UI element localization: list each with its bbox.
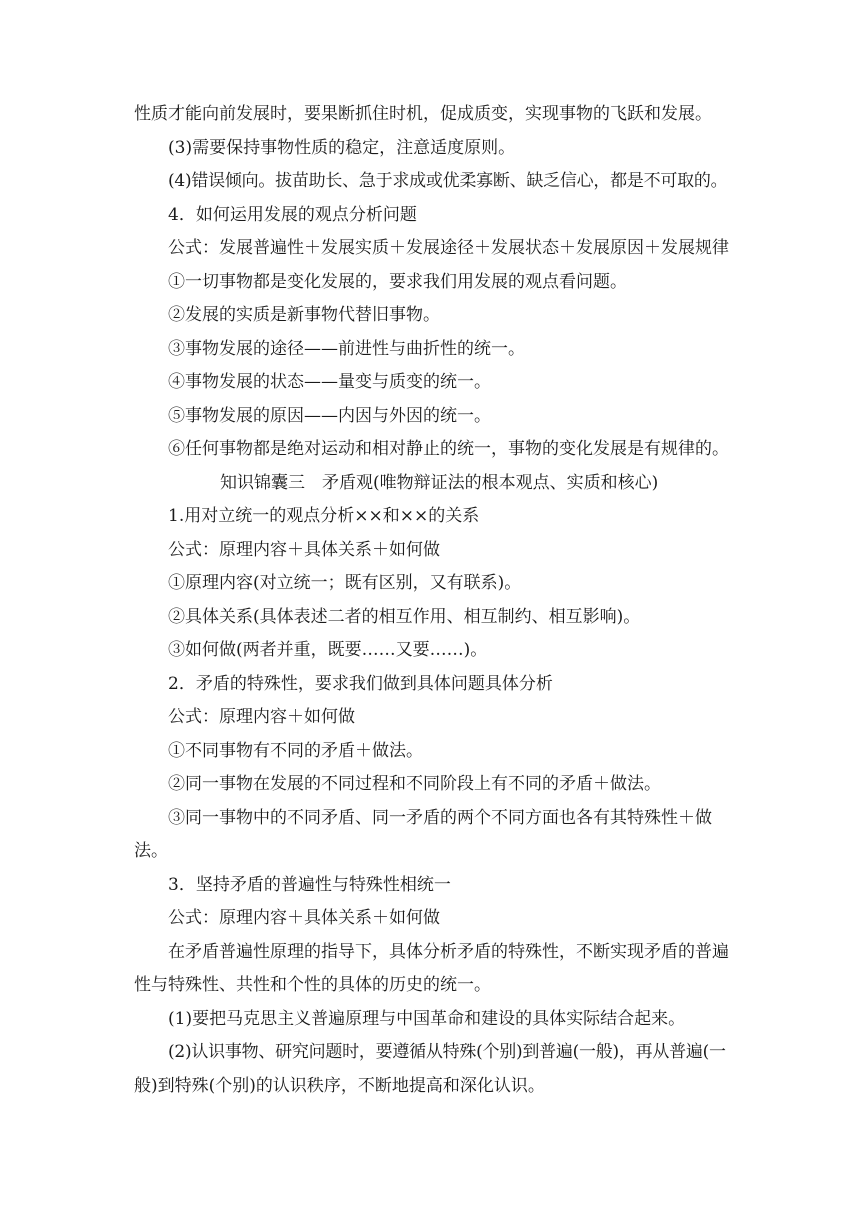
- section-heading: 4．如何运用发展的观点分析问题: [168, 204, 417, 225]
- section-heading: 3．坚持矛盾的普遍性与特殊性相统一: [168, 874, 451, 895]
- list-item: ⑥任何事物都是绝对运动和相对静止的统一，事物的变化发展是有规律的。: [168, 439, 729, 459]
- paragraph-line: (3)需要保持事物性质的稳定，注意适度原则。: [168, 137, 516, 158]
- formula-line: 公式：原理内容＋如何做: [168, 707, 355, 727]
- paragraph-line: (1)要把马克思主义普遍原理与中国革命和建设的具体实际结合起来。: [168, 1008, 686, 1029]
- section-heading: 2．矛盾的特殊性，要求我们做到具体问题具体分析: [168, 673, 553, 694]
- paragraph-line: 性质才能向前发展时，要果断抓住时机，促成质变，实现事物的飞跃和发展。: [134, 104, 712, 124]
- paragraph-line: 般)到特殊(个别)的认识秩序，不断地提高和深化认识。: [134, 1075, 545, 1096]
- section-heading: 1.用对立统一的观点分析××和××的关系: [168, 506, 480, 526]
- knowledge-title: 知识锦囊三 矛盾观(唯物辩证法的根本观点、实质和核心): [220, 472, 659, 493]
- list-item: ①原理内容(对立统一；既有区别，又有联系)。: [168, 573, 522, 593]
- formula-line: 公式：发展普遍性＋发展实质＋发展途径＋发展状态＋发展原因＋发展规律: [168, 238, 729, 258]
- list-item: ②同一事物在发展的不同过程和不同阶段上有不同的矛盾＋做法。: [168, 774, 661, 794]
- list-item: ⑤事物发展的原因——内因与外因的统一。: [168, 405, 491, 426]
- formula-line: 公式：原理内容＋具体关系＋如何做: [168, 908, 440, 928]
- list-item: ②具体关系(具体表述二者的相互作用、相互制约、相互影响)。: [168, 606, 641, 627]
- list-item: ④事物发展的状态——量变与质变的统一。: [168, 372, 491, 392]
- paragraph-line: 性与特殊性、共性和个性的具体的历史的统一。: [134, 975, 491, 995]
- document-body: [134, 98, 734, 1103]
- list-item: ①一切事物都是变化发展的，要求我们用发展的观点看问题。: [168, 271, 627, 292]
- list-item: ②发展的实质是新事物代替旧事物。: [168, 305, 440, 325]
- list-item: ①不同事物有不同的矛盾＋做法。: [168, 740, 423, 761]
- list-item: ③如何做(两者并重，既要……又要……)。: [168, 640, 488, 660]
- formula-line: 公式：原理内容＋具体关系＋如何做: [168, 539, 440, 560]
- list-item: ③同一事物中的不同矛盾、同一矛盾的两个不同方面也各有其特殊性＋做: [168, 807, 712, 828]
- paragraph-line: (2)认识事物、研究问题时，要遵循从特殊(个别)到普遍(一般)，再从普遍(一: [168, 1042, 726, 1062]
- paragraph-line: 法。: [134, 841, 168, 861]
- list-item: ③事物发展的途径——前进性与曲折性的统一。: [168, 338, 525, 359]
- paragraph-line: 在矛盾普遍性原理的指导下，具体分析矛盾的特殊性，不断实现矛盾的普遍: [168, 941, 729, 962]
- paragraph-line: (4)错误倾向。拔苗助长、急于求成或优柔寡断、缺乏信心，都是不可取的。: [168, 171, 728, 191]
